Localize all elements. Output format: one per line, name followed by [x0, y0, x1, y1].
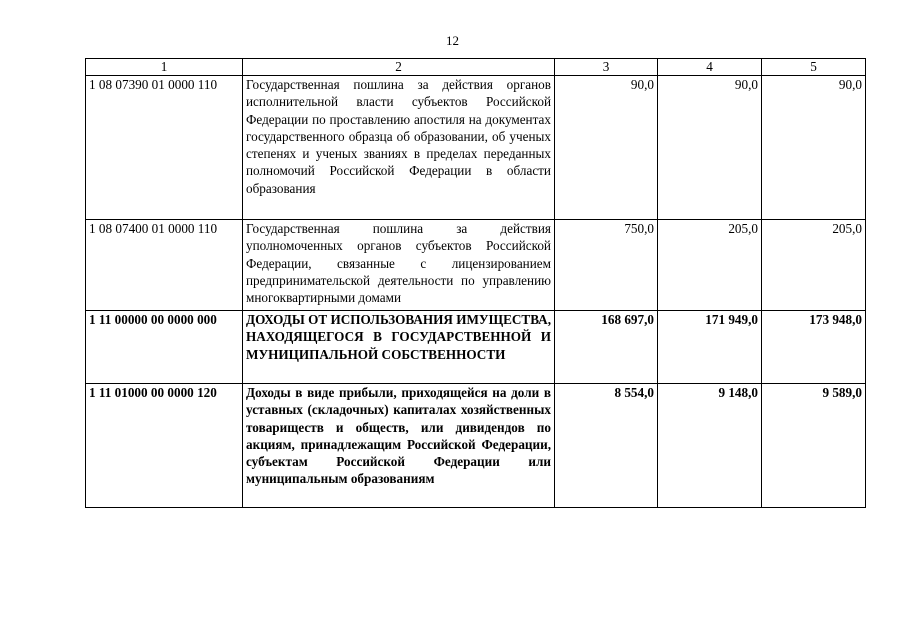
- column-header-5: 5: [762, 59, 866, 76]
- column-header-1: 1: [86, 59, 243, 76]
- budget-code-cell: 1 08 07400 01 0000 110: [86, 220, 243, 311]
- table-row: [86, 384, 866, 508]
- value-col3-cell: 8 554,0: [555, 384, 658, 508]
- value-col3-cell: 168 697,0: [555, 311, 658, 384]
- revenue-name-cell: ДОХОДЫ ОТ ИСПОЛЬЗОВАНИЯ ИМУЩЕСТВА, НАХОДЯЩЕГОСЯ В ГОСУДАРСТВЕННОЙ И МУНИЦИПАЛЬНОЙ СОБСТВЕННОСТИ: [243, 311, 555, 384]
- value-col4-cell: 171 949,0: [658, 311, 762, 384]
- value-col5-cell: 173 948,0: [762, 311, 866, 384]
- value-col3-cell: 90,0: [555, 76, 658, 220]
- value-col5-cell: 205,0: [762, 220, 866, 311]
- value-col5-cell: 90,0: [762, 76, 866, 220]
- value-col4-cell: 9 148,0: [658, 384, 762, 508]
- revenue-name-cell: Государственная пошлина за действия уполномоченных органов субъектов Российской Федерации, связанные с лицензированием предпринимательской деятельности по управлению многоквартирными домами: [243, 220, 555, 311]
- column-header-4: 4: [658, 59, 762, 76]
- revenue-name-cell: Государственная пошлина за действия органов исполнительной власти субъектов Российской Федерации по проставлению апостиля на документах государственного образца об образовании, об ученых степенях и ученых званиях в пределах переданных полномочий Российской Федерации в области образования: [243, 76, 555, 220]
- column-header-2: 2: [243, 59, 555, 76]
- revenue-name-cell: Доходы в виде прибыли, приходящейся на доли в уставных (складочных) капиталах хозяйственных товариществ и обществ, или дивидендов по акциям, принадлежащим Российской Федерации, субъектам Российской Федерации или муниципальным образованиям: [243, 384, 555, 508]
- value-col5-cell: 9 589,0: [762, 384, 866, 508]
- budget-revenue-table: [85, 58, 866, 508]
- budget-code-cell: 1 11 01000 00 0000 120: [86, 384, 243, 508]
- value-col4-cell: 205,0: [658, 220, 762, 311]
- budget-code-cell: 1 08 07390 01 0000 110: [86, 76, 243, 220]
- column-header-3: 3: [555, 59, 658, 76]
- table-row: [86, 311, 866, 384]
- page-number: 12: [446, 33, 459, 48]
- budget-code-cell: 1 11 00000 00 0000 000: [86, 311, 243, 384]
- value-col3-cell: 750,0: [555, 220, 658, 311]
- table-row: [86, 76, 866, 220]
- table-row: [86, 220, 866, 311]
- value-col4-cell: 90,0: [658, 76, 762, 220]
- table-header-row: [86, 59, 866, 76]
